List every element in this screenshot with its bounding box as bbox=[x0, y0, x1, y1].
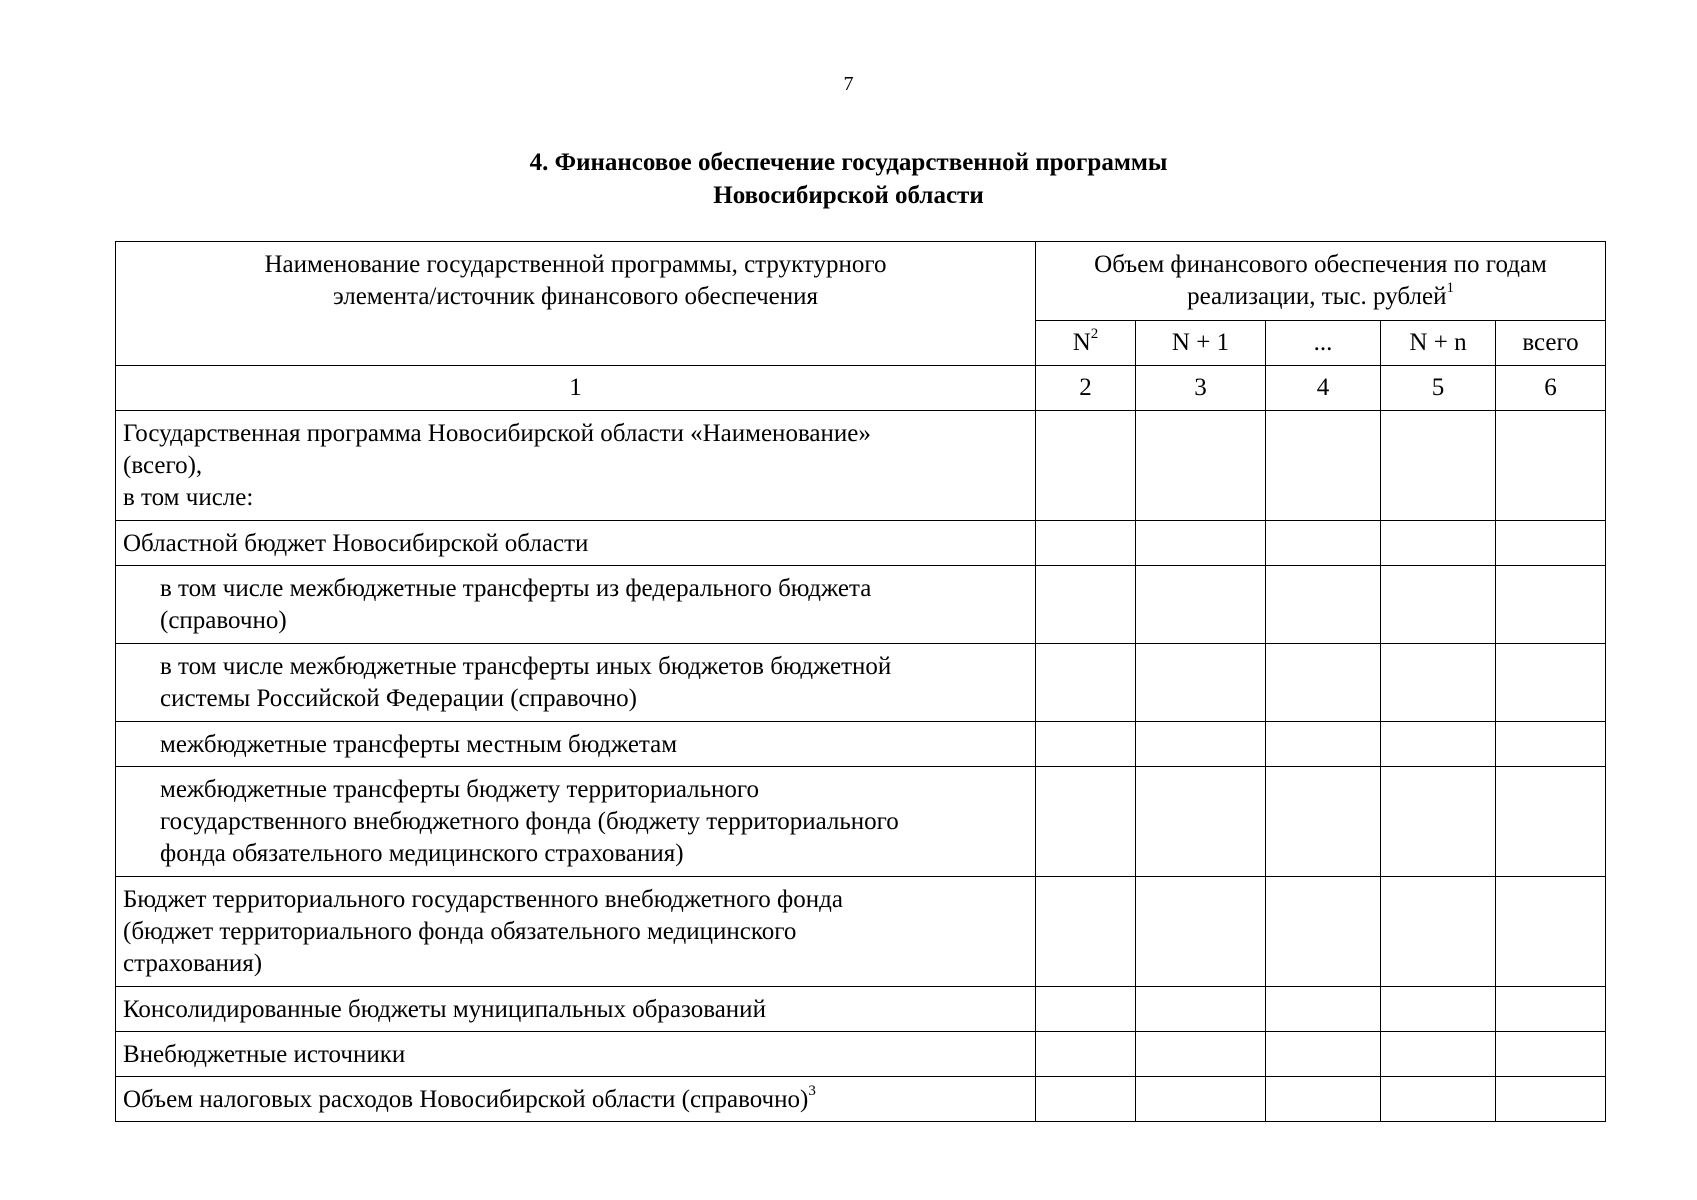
row-label-line: межбюджетные трансферты местным бюджетам bbox=[160, 731, 678, 758]
column-number-5: 5 bbox=[1381, 366, 1496, 411]
value-cell bbox=[1496, 1032, 1606, 1077]
table-row bbox=[116, 877, 1606, 987]
table-row bbox=[116, 411, 1606, 521]
row-label-line: государственного внебюджетного фонда (бюджету территориального bbox=[160, 808, 899, 835]
row-label bbox=[116, 1032, 1036, 1077]
value-cell bbox=[1496, 767, 1606, 877]
table-row bbox=[116, 987, 1606, 1032]
value-cell bbox=[1036, 644, 1136, 722]
value-cell bbox=[1136, 566, 1266, 644]
row-label bbox=[116, 1077, 1036, 1122]
value-cell bbox=[1136, 411, 1266, 521]
value-cell bbox=[1381, 1032, 1496, 1077]
header-volume bbox=[1036, 242, 1606, 321]
column-number-4: 4 bbox=[1266, 366, 1381, 411]
footnote-mark: 3 bbox=[808, 1082, 816, 1099]
header-year-4 bbox=[1381, 321, 1496, 366]
header-year-5 bbox=[1496, 321, 1606, 366]
value-cell bbox=[1266, 644, 1381, 722]
header-year-label: всего bbox=[1522, 329, 1579, 356]
header-year-3 bbox=[1266, 321, 1381, 366]
row-label-line: (бюджет территориального фонда обязательного медицинского bbox=[123, 918, 797, 945]
value-cell bbox=[1036, 722, 1136, 767]
row-label bbox=[116, 644, 1036, 722]
row-label bbox=[116, 722, 1036, 767]
value-cell bbox=[1036, 521, 1136, 566]
value-cell bbox=[1036, 877, 1136, 987]
value-cell bbox=[1381, 1077, 1496, 1122]
value-cell bbox=[1496, 566, 1606, 644]
row-label-line: Объем налоговых расходов Новосибирской области (справочно) bbox=[123, 1086, 809, 1113]
row-label bbox=[116, 566, 1036, 644]
value-cell bbox=[1136, 767, 1266, 877]
table-row bbox=[116, 1077, 1606, 1122]
column-number-6: 6 bbox=[1496, 366, 1606, 411]
row-label-line: фонда обязательного медицинского страхования) bbox=[160, 840, 684, 867]
value-cell bbox=[1266, 767, 1381, 877]
value-cell bbox=[1266, 1077, 1381, 1122]
value-cell bbox=[1496, 644, 1606, 722]
value-cell bbox=[1036, 411, 1136, 521]
row-label-line: в том числе межбюджетные трансферты иных бюджетов бюджетной bbox=[160, 653, 892, 680]
value-cell bbox=[1496, 521, 1606, 566]
value-cell bbox=[1266, 877, 1381, 987]
row-label-line: межбюджетные трансферты бюджету территориального bbox=[160, 776, 760, 803]
financing-table bbox=[115, 241, 1606, 1122]
header-name-column bbox=[116, 242, 1036, 366]
row-label-line: Бюджет территориального государственного внебюджетного фонда bbox=[123, 886, 843, 913]
value-cell bbox=[1266, 987, 1381, 1032]
value-cell bbox=[1381, 722, 1496, 767]
table-row bbox=[116, 1032, 1606, 1077]
header-year-2 bbox=[1136, 321, 1266, 366]
value-cell bbox=[1136, 644, 1266, 722]
table-row bbox=[116, 521, 1606, 566]
value-cell bbox=[1381, 767, 1496, 877]
header-year-label: N + 1 bbox=[1171, 329, 1230, 356]
table-row bbox=[116, 566, 1606, 644]
value-cell bbox=[1266, 411, 1381, 521]
header-name-line-2: элемента/источник финансового обеспечения bbox=[332, 283, 819, 310]
table-row bbox=[116, 722, 1606, 767]
value-cell bbox=[1036, 987, 1136, 1032]
value-cell bbox=[1381, 877, 1496, 987]
header-volume-line-1: Объем финансового обеспечения по годам bbox=[1094, 251, 1547, 278]
value-cell bbox=[1036, 1032, 1136, 1077]
row-label-line: Внебюджетные источники bbox=[123, 1041, 406, 1068]
row-label-line: страхования) bbox=[123, 950, 263, 977]
row-label bbox=[116, 767, 1036, 877]
value-cell bbox=[1136, 987, 1266, 1032]
footnote-mark: 2 bbox=[1090, 325, 1099, 342]
row-label-line: в том числе межбюджетные трансферты из федерального бюджета bbox=[160, 575, 872, 602]
row-label-line: (всего), bbox=[123, 452, 203, 479]
row-label bbox=[116, 521, 1036, 566]
column-number-3: 3 bbox=[1136, 366, 1266, 411]
row-label-line: Консолидированные бюджеты муниципальных образований bbox=[123, 996, 766, 1023]
row-label-line: в том числе: bbox=[123, 484, 254, 511]
footnote-mark: 1 bbox=[1446, 279, 1454, 296]
value-cell bbox=[1036, 1077, 1136, 1122]
row-label bbox=[116, 411, 1036, 521]
value-cell bbox=[1136, 521, 1266, 566]
value-cell bbox=[1136, 1032, 1266, 1077]
table-row bbox=[116, 767, 1606, 877]
page-number: 7 bbox=[843, 73, 854, 95]
row-label-line: системы Российской Федерации (справочно) bbox=[160, 685, 637, 712]
header-year-label: ... bbox=[1313, 329, 1333, 356]
value-cell bbox=[1266, 1032, 1381, 1077]
row-label-line: Государственная программа Новосибирской области «Наименование» bbox=[123, 420, 871, 447]
header-year-label: N + n bbox=[1409, 329, 1467, 356]
value-cell bbox=[1381, 411, 1496, 521]
header-volume-line-2 bbox=[1036, 281, 1605, 313]
value-cell bbox=[1266, 521, 1381, 566]
row-label-line: (справочно) bbox=[160, 607, 287, 634]
column-number-2: 2 bbox=[1036, 366, 1136, 411]
row-label bbox=[116, 877, 1036, 987]
value-cell bbox=[1496, 877, 1606, 987]
value-cell bbox=[1496, 1077, 1606, 1122]
value-cell bbox=[1036, 566, 1136, 644]
value-cell bbox=[1496, 722, 1606, 767]
column-number-1: 1 bbox=[116, 366, 1036, 411]
section-title-line-1: 4. Финансовое обеспечение государственной программы bbox=[529, 149, 1168, 176]
header-year-label: N bbox=[1072, 329, 1091, 356]
value-cell bbox=[1381, 644, 1496, 722]
value-cell bbox=[1496, 411, 1606, 521]
value-cell bbox=[1136, 877, 1266, 987]
header-volume-line-2-text: реализации, тыс. рублей bbox=[1187, 283, 1447, 310]
section-title bbox=[0, 146, 1697, 212]
value-cell bbox=[1136, 1077, 1266, 1122]
value-cell bbox=[1381, 521, 1496, 566]
table-row bbox=[116, 644, 1606, 722]
row-label bbox=[116, 987, 1036, 1032]
value-cell bbox=[1036, 767, 1136, 877]
header-year-1 bbox=[1036, 321, 1136, 366]
value-cell bbox=[1381, 987, 1496, 1032]
value-cell bbox=[1266, 722, 1381, 767]
section-title-line-2: Новосибирской области bbox=[713, 182, 984, 209]
value-cell bbox=[1266, 566, 1381, 644]
row-label-line-with-footnote bbox=[123, 1084, 1027, 1116]
row-label-line: Областной бюджет Новосибирской области bbox=[123, 530, 589, 557]
value-cell bbox=[1381, 566, 1496, 644]
header-name-line-1: Наименование государственной программы, структурного bbox=[264, 251, 887, 278]
value-cell bbox=[1496, 987, 1606, 1032]
value-cell bbox=[1136, 722, 1266, 767]
